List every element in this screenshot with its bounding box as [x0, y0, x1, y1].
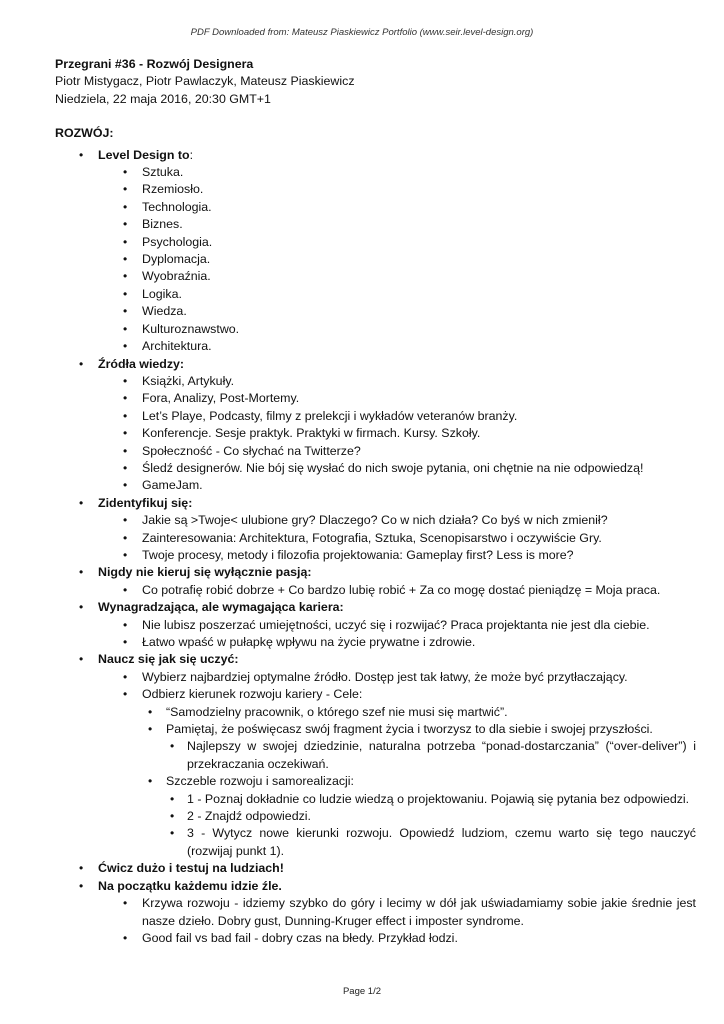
- outline-group: [55, 878, 696, 948]
- list-item: • Wybierz najbardziej optymalne źródło. Dostęp jest tak łatwy, że może być przytłaczający.: [98, 669, 696, 686]
- document-date: Niedziela, 22 maja 2016, 20:30 GMT+1: [55, 91, 271, 106]
- list-item-text: Odbierz kierunek rozwoju kariery - Cele:: [142, 687, 363, 702]
- list-item: • Nie lubisz poszerzać umiejętności, uczyć się i rozwijać? Praca projektanta nie jest dla ciebie.: [98, 617, 696, 634]
- list-item: • Łatwo wpaść w pułapkę wpływu na życie prywatne i zdrowie.: [98, 634, 696, 651]
- list-item: • Wyobraźnia.: [98, 268, 696, 285]
- group-label: Zidentyfikuj się:: [98, 495, 193, 510]
- list-item: • Wiedza.: [98, 303, 696, 320]
- group-label: Ćwicz dużo i testuj na ludziach!: [98, 861, 284, 876]
- list-item: • Śledź designerów. Nie bój się wysłać do nich swoje pytania, oni chętnie na nie odpowiedzą!: [98, 460, 696, 477]
- list-item: • Krzywa rozwoju - idziemy szybko do góry i lecimy w dół jak uświadamiamy sobie jakie średnie jest nasze dzieło. Dobry gust, Dunning-Kruger effect i imposter syndrome.: [98, 895, 696, 930]
- outline-group: [55, 356, 696, 495]
- list-item: • Technologia.: [98, 199, 696, 216]
- sub-list: [166, 738, 696, 773]
- group-items: [98, 512, 696, 564]
- group-label: Level Design to: [98, 147, 190, 162]
- outline-group: [55, 495, 696, 565]
- list-item: • “Samodzielny pracownik, o którego szef nie musi się martwić”.: [142, 704, 696, 721]
- outline-group: [55, 599, 696, 651]
- list-item: • Konferencje. Sesje praktyk. Praktyki w firmach. Kursy. Szkoły.: [98, 425, 696, 442]
- document-meta: [55, 56, 696, 108]
- group-items: [98, 617, 696, 652]
- list-item: • Psychologia.: [98, 234, 696, 251]
- document-title: Przegrani #36 - Rozwój Designera: [55, 57, 254, 71]
- list-item-text: Pamiętaj, że poświęcasz swój fragment życia i tworzysz to dla siebie i swojej przyszłości.: [166, 722, 653, 737]
- list-item: • Zainteresowania: Architektura, Fotografia, Sztuka, Scenopisarstwo i oczywiście Gry.: [98, 530, 696, 547]
- group-label: Nigdy nie kieruj się wyłącznie pasją:: [98, 565, 312, 580]
- group-label: Na początku każdemu idzie źle.: [98, 878, 282, 893]
- list-item: • Społeczność - Co słychać na Twitterze?: [98, 443, 696, 460]
- list-item: • Architektura.: [98, 338, 696, 355]
- page-number: Page 1/2: [342, 986, 382, 997]
- outline-list: [55, 147, 696, 948]
- list-item: • Rzemiosło.: [98, 181, 696, 198]
- group-items: [98, 582, 696, 599]
- list-item: [98, 686, 696, 860]
- list-item: • Twoje procesy, metody i filozofia projektowania: Gameplay first? Less is more?: [98, 547, 696, 564]
- list-item: • Co potrafię robić dobrze + Co bardzo lubię robić + Za co mogę dostać pieniądzę = Moja praca.: [98, 582, 696, 599]
- document-authors: Piotr Mistygacz, Piotr Pawlaczyk, Mateusz Piaskiewicz: [55, 74, 355, 89]
- pdf-download-note: PDF Downloaded from: Mateusz Piaskiewicz Portfolio (www.seir.level-design.org): [190, 27, 534, 38]
- list-item: • Jakie są >Twoje< ulubione gry? Dlaczego? Co w nich działa? Co byś w nich zmienił?: [98, 512, 696, 529]
- group-label: Naucz się jak się uczyć:: [98, 652, 239, 667]
- list-item: • Kulturoznawstwo.: [98, 321, 696, 338]
- list-item: • Najlepszy w swojej dziedzinie, naturalna potrzeba “ponad-dostarczania” (“over-deliver”) i przekraczania oczekiwań.: [166, 738, 696, 773]
- group-label: Wynagradzająca, ale wymagająca kariera:: [98, 600, 344, 615]
- list-item: • GameJam.: [98, 477, 696, 494]
- group-label: Źródła wiedzy:: [98, 356, 185, 371]
- outline-group: [55, 860, 696, 877]
- document-page: [55, 56, 696, 947]
- list-item: • Fora, Analizy, Post-Mortemy.: [98, 390, 696, 407]
- list-item: • 2 - Znajdź odpowiedzi.: [166, 808, 696, 825]
- list-item: • 1 - Poznaj dokładnie co ludzie wiedzą o projektowaniu. Pojawią się pytania bez odpowiedzi.: [166, 791, 696, 808]
- list-item: • Sztuka.: [98, 164, 696, 181]
- list-item: • Biznes.: [98, 216, 696, 233]
- list-item: [142, 721, 696, 773]
- list-item-text: Szczeble rozwoju i samorealizacji:: [166, 774, 354, 789]
- list-item: • Good fail vs bad fail - dobry czas na błedy. Przykład łodzi.: [98, 930, 696, 947]
- group-items: [98, 669, 696, 860]
- group-label-suffix: :: [189, 147, 194, 162]
- outline-group: [55, 147, 696, 356]
- group-items: [98, 373, 696, 495]
- list-item: • Let’s Playe, Podcasty, filmy z prelekcji i wykładów veteranów branży.: [98, 408, 696, 425]
- cele-list: [142, 704, 696, 861]
- outline-group: [55, 564, 696, 599]
- list-item: [142, 773, 696, 860]
- sub-list: [166, 791, 696, 861]
- list-item: • Dyplomacja.: [98, 251, 696, 268]
- list-item: • Logika.: [98, 286, 696, 303]
- outline-group: [55, 651, 696, 860]
- group-items: [98, 164, 696, 355]
- list-item: • 3 - Wytycz nowe kierunki rozwoju. Opowiedź ludziom, czemu warto się tego nauczyć (rozwijaj punkt 1).: [166, 825, 696, 860]
- section-title: ROZWÓJ:: [55, 126, 114, 141]
- group-items: [98, 895, 696, 947]
- list-item: • Książki, Artykuły.: [98, 373, 696, 390]
